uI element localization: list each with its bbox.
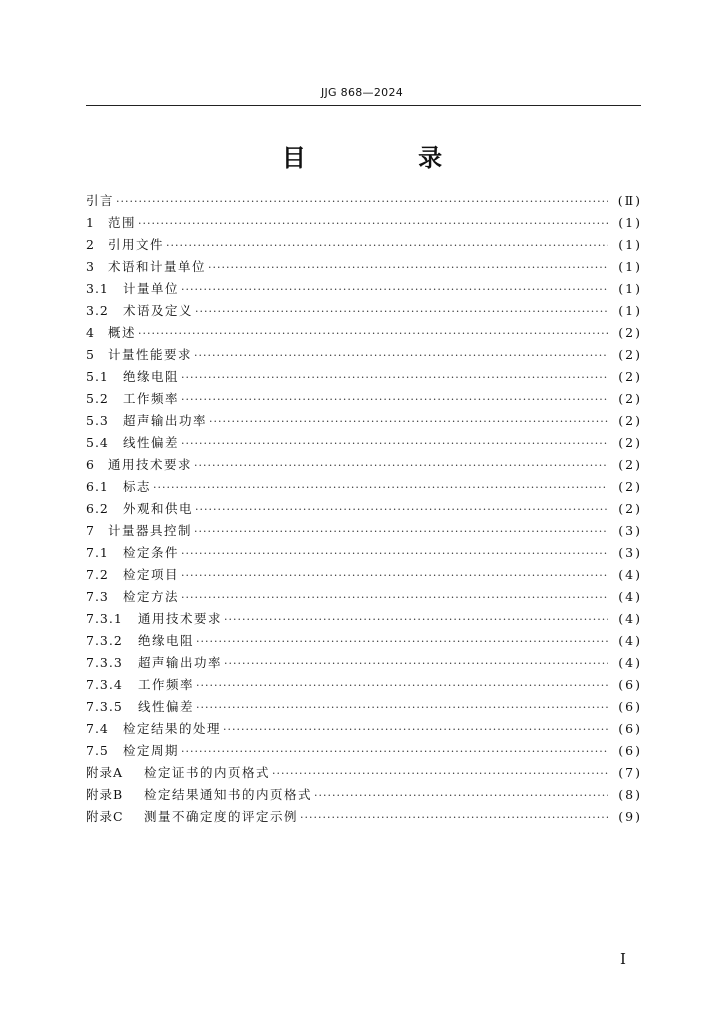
toc-entry[interactable] [86, 454, 642, 476]
toc-dot-leader [194, 345, 608, 367]
toc-entry-page: (2) [618, 391, 642, 406]
toc-entry-page: (1) [618, 237, 642, 252]
toc-entry[interactable] [86, 718, 642, 740]
toc-entry-number: 5.3 [86, 413, 109, 428]
toc-entry-page: (4) [618, 633, 642, 648]
toc-entry-page: (2) [618, 347, 642, 362]
toc-entry-label: 通用技术要求 [138, 611, 223, 626]
toc-entry-number: 7.5 [86, 743, 109, 758]
toc-entry-page: (4) [618, 611, 642, 626]
toc-entry-label: 检定结果通知书的内页格式 [144, 787, 313, 802]
table-of-contents [86, 190, 642, 828]
toc-entry-number: 6 [86, 457, 95, 472]
toc-entry[interactable] [86, 608, 642, 630]
toc-entry[interactable] [86, 542, 642, 564]
toc-dot-leader [166, 235, 608, 257]
toc-dot-leader [196, 697, 608, 719]
toc-entry[interactable] [86, 498, 642, 520]
toc-entry-page: (3) [618, 523, 642, 538]
toc-entry-page: (2) [618, 325, 642, 340]
toc-entry-label: 外观和供电 [123, 501, 194, 516]
toc-entry[interactable] [86, 674, 642, 696]
toc-dot-leader [181, 587, 608, 609]
toc-entry-label: 检定周期 [123, 743, 180, 758]
toc-dot-leader [300, 807, 608, 829]
toc-entry-number: 附录A [86, 765, 124, 780]
toc-entry-label: 超声输出功率 [138, 655, 223, 670]
toc-entry-page: (2) [618, 435, 642, 450]
toc-entry-page: (8) [618, 787, 642, 802]
toc-dot-leader [181, 433, 608, 455]
toc-entry-label: 术语及定义 [123, 303, 194, 318]
toc-entry-label: 超声输出功率 [123, 413, 208, 428]
toc-dot-leader [181, 367, 608, 389]
toc-entry-number: 5.2 [86, 391, 109, 406]
toc-dot-leader [195, 301, 608, 323]
toc-entry-number: 6.2 [86, 501, 109, 516]
toc-entry-label: 绝缘电阻 [138, 633, 195, 648]
toc-entry-number: 7.3.4 [86, 677, 123, 692]
toc-dot-leader [223, 719, 608, 741]
toc-entry-number: 3.2 [86, 303, 109, 318]
toc-entry[interactable] [86, 278, 642, 300]
toc-entry[interactable] [86, 586, 642, 608]
toc-dot-leader [196, 675, 608, 697]
toc-dot-leader [194, 521, 608, 543]
toc-entry-page: (2) [618, 413, 642, 428]
toc-entry-page: (3) [618, 545, 642, 560]
toc-entry-page: (9) [618, 809, 642, 824]
toc-entry-number: 7.1 [86, 545, 109, 560]
toc-entry-label: 标志 [123, 479, 152, 494]
toc-entry-page: (2) [618, 457, 642, 472]
toc-entry-label: 测量不确定度的评定示例 [144, 809, 299, 824]
toc-entry-label: 计量单位 [123, 281, 180, 296]
toc-entry-number: 2 [86, 237, 95, 252]
toc-dot-leader [181, 279, 608, 301]
toc-entry-number: 附录B [86, 787, 124, 802]
toc-entry-page: (6) [618, 677, 642, 692]
toc-entry-number: 7.3 [86, 589, 109, 604]
toc-entry-number: 7.3.5 [86, 699, 123, 714]
toc-dot-leader [138, 323, 608, 345]
toc-entry-page: (4) [618, 589, 642, 604]
toc-entry-label: 引用文件 [108, 237, 165, 252]
toc-entry[interactable] [86, 300, 642, 322]
toc-entry[interactable] [86, 410, 642, 432]
toc-entry[interactable] [86, 256, 642, 278]
standard-code-header: JJG 868—2024 [320, 86, 404, 99]
toc-entry[interactable] [86, 806, 642, 828]
toc-entry-number: 7.2 [86, 567, 109, 582]
toc-dot-leader [181, 565, 608, 587]
toc-entry[interactable] [86, 366, 642, 388]
toc-entry-number: 3 [86, 259, 95, 274]
toc-entry-label: 检定项目 [123, 567, 180, 582]
toc-dot-leader [209, 411, 608, 433]
toc-entry-number: 5.4 [86, 435, 109, 450]
toc-entry-page: (2) [618, 369, 642, 384]
toc-entry-number: 7.3.1 [86, 611, 123, 626]
toc-entry[interactable] [86, 652, 642, 674]
header-divider [86, 105, 641, 106]
toc-entry-label: 绝缘电阻 [123, 369, 180, 384]
toc-entry-page: (1) [618, 281, 642, 296]
toc-entry-label: 线性偏差 [138, 699, 195, 714]
toc-entry-page: (1) [618, 215, 642, 230]
toc-entry-page: (2) [618, 479, 642, 494]
toc-entry-number: 7 [86, 523, 95, 538]
toc-entry-page: (6) [618, 699, 642, 714]
toc-entry-label: 计量器具控制 [108, 523, 193, 538]
toc-entry[interactable] [86, 234, 642, 256]
toc-entry[interactable] [86, 696, 642, 718]
toc-entry[interactable] [86, 344, 642, 366]
toc-dot-leader [224, 653, 608, 675]
toc-entry-label: 通用技术要求 [108, 457, 193, 472]
toc-dot-leader [196, 631, 608, 653]
toc-entry-label: 线性偏差 [123, 435, 180, 450]
toc-entry[interactable] [86, 212, 642, 234]
toc-dot-leader [116, 191, 608, 213]
toc-entry-page: (1) [618, 259, 642, 274]
toc-entry-number: 5.1 [86, 369, 109, 384]
toc-entry-label: 工作频率 [138, 677, 195, 692]
toc-dot-leader [181, 543, 608, 565]
toc-entry-page: (6) [618, 721, 642, 736]
toc-entry-number: 6.1 [86, 479, 109, 494]
toc-entry[interactable] [86, 740, 642, 762]
toc-entry-label: 检定方法 [123, 589, 180, 604]
toc-dot-leader [272, 763, 608, 785]
toc-entry-label: 引言 [86, 193, 115, 208]
toc-entry[interactable] [86, 476, 642, 498]
toc-entry-number: 7.3.2 [86, 633, 123, 648]
toc-dot-leader [314, 785, 608, 807]
toc-entry-label: 范围 [108, 215, 137, 230]
toc-dot-leader [224, 609, 608, 631]
toc-entry-label: 检定结果的处理 [123, 721, 222, 736]
toc-entry[interactable] [86, 190, 642, 212]
toc-entry[interactable] [86, 432, 642, 454]
toc-entry[interactable] [86, 322, 642, 344]
page-number: Ⅰ [620, 950, 626, 968]
toc-dot-leader [181, 741, 608, 763]
toc-entry[interactable] [86, 388, 642, 410]
page-title: 目 录 [281, 143, 495, 172]
toc-entry-page: (6) [618, 743, 642, 758]
toc-dot-leader [194, 455, 608, 477]
toc-entry-number: 3.1 [86, 281, 109, 296]
toc-entry-page: (2) [618, 501, 642, 516]
toc-entry-page: (4) [618, 655, 642, 670]
toc-entry-label: 检定条件 [123, 545, 180, 560]
toc-entry-number: 4 [86, 325, 95, 340]
toc-entry-label: 概述 [108, 325, 137, 340]
toc-entry-label: 计量性能要求 [108, 347, 193, 362]
toc-dot-leader [138, 213, 608, 235]
toc-entry-number: 附录C [86, 809, 124, 824]
toc-entry[interactable] [86, 762, 642, 784]
toc-entry-page: (Ⅱ) [617, 193, 642, 208]
toc-entry-label: 检定证书的内页格式 [144, 765, 271, 780]
toc-dot-leader [208, 257, 608, 279]
toc-entry[interactable] [86, 520, 642, 542]
toc-dot-leader [181, 389, 608, 411]
toc-entry-label: 工作频率 [123, 391, 180, 406]
toc-dot-leader [195, 499, 608, 521]
toc-dot-leader [153, 477, 608, 499]
toc-entry-number: 7.4 [86, 721, 109, 736]
toc-entry[interactable] [86, 630, 642, 652]
toc-entry-number: 1 [86, 215, 95, 230]
toc-entry-number: 5 [86, 347, 95, 362]
toc-entry-page: (4) [618, 567, 642, 582]
toc-entry-page: (1) [618, 303, 642, 318]
toc-entry[interactable] [86, 564, 642, 586]
toc-entry-number: 7.3.3 [86, 655, 123, 670]
toc-entry-label: 术语和计量单位 [108, 259, 207, 274]
toc-entry[interactable] [86, 784, 642, 806]
toc-entry-page: (7) [618, 765, 642, 780]
